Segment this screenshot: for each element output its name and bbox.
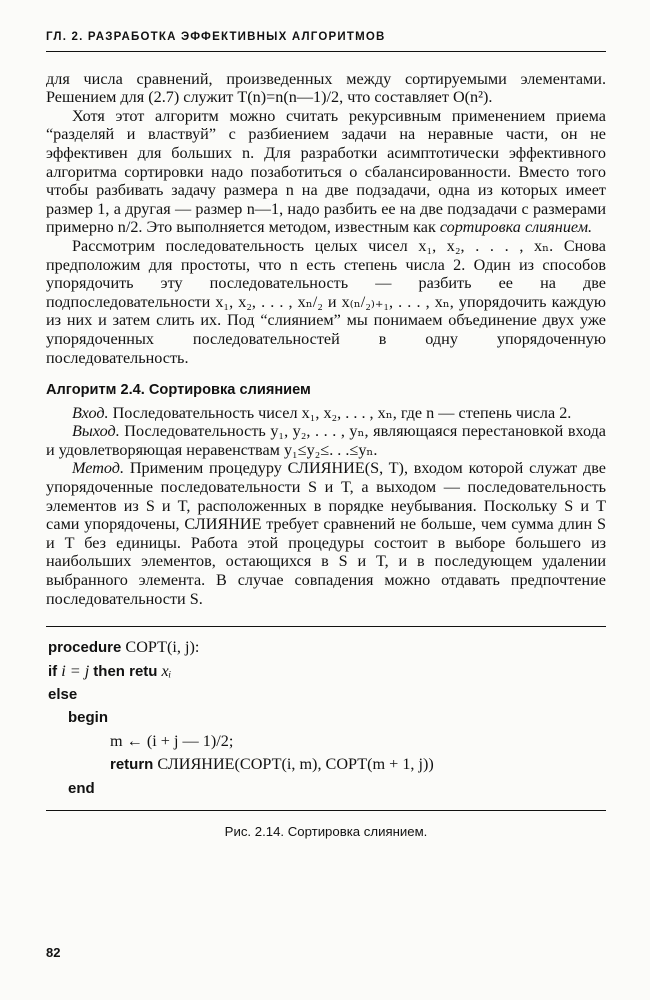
- keyword-return-truncated: retu: [124, 662, 158, 680]
- keyword-if: if: [48, 662, 58, 680]
- code-line-5: m ← (i + j — 1)/2;: [110, 731, 234, 750]
- algorithm-output: [46, 422, 606, 459]
- code-listing: [46, 626, 606, 811]
- keyword-procedure: procedure: [48, 639, 122, 657]
- paragraph-balancing-text: Хотя этот алгоритм можно считать рекурсивным применением приема “разделяй и властвуй” с разбиением задачи на неравные части, он не эффективен для больших n. Для разработки асимптотически эффективного алгоритма сортировки надо позаботиться о сбалансированности. Вместо того чтобы разбивать задачу размера n на две подзадачи, одна из которых имеет размер 1, а другая — размер n—1, надо разбить ее на две подзадачи с размерами примерно n/2. Это выполняется методом, известным как: [46, 106, 606, 237]
- code-line-4: [48, 706, 606, 729]
- paragraph-balancing: [46, 107, 606, 237]
- code-line-7: [48, 777, 606, 800]
- algorithm-input: [46, 404, 606, 423]
- keyword-else: else: [48, 686, 78, 704]
- merge-sort-term: сортировка слиянием.: [439, 218, 593, 237]
- code-line-6: [48, 753, 606, 776]
- code-line-6-text: СЛИЯНИЕ(СОРТ(i, m), СОРТ(m + 1, j)): [153, 755, 434, 774]
- input-text: Последовательность чисел x₁, x₂, . . . , xₙ, где n — степень числа 2.: [108, 403, 572, 422]
- output-label: Выход.: [72, 422, 120, 441]
- page-number: 82: [46, 945, 61, 960]
- code-line-1: [48, 636, 606, 659]
- output-text: Последовательность y₁, y₂, . . . , yₙ, являющаяся перестановкой входа и удовлетворяющая неравенствам y₁≤y₂≤. . .≤yₙ.: [46, 422, 606, 459]
- paragraph-recurrence: для числа сравнений, произведенных между сортируемыми элементами. Решением для (2.7) служит T(n)=n(n—1)/2, что составляет O(n²).: [46, 69, 606, 107]
- input-label: Вход.: [72, 403, 109, 422]
- keyword-return: return: [110, 756, 154, 774]
- method-label: Метод.: [72, 459, 125, 478]
- paragraph-sequence: Рассмотрим последовательность целых чисел x₁, x₂, . . . , xₙ. Снова предположим для простоты, что n есть степень числа 2. Один из способов упорядочить эту последовательность — разбить ее на две подпоследовательности x₁, x₂, . . . , xₙ/₂ и x₍ₙ/₂₎₊₁, . . . , xₙ, упорядочить каждую из них и затем слить их. Под “слиянием” мы понимаем объединение двух уже упорядоченных последовательностей в одну упорядоченную последовательность.: [46, 236, 606, 367]
- keyword-end: end: [68, 779, 95, 797]
- keyword-begin: begin: [68, 709, 108, 727]
- book-page: [46, 28, 606, 842]
- keyword-then: then: [93, 662, 125, 680]
- running-head: ГЛ. 2. РАЗРАБОТКА ЭФФЕКТИВНЫХ АЛГОРИТМОВ: [46, 28, 606, 52]
- algorithm-method: [46, 459, 606, 608]
- code-line-3: [48, 683, 606, 706]
- code-line-1-text: СОРТ(i, j):: [121, 638, 200, 657]
- figure-caption: Рис. 2.14. Сортировка слиянием.: [224, 824, 428, 840]
- code-line-2: [48, 660, 606, 683]
- method-text: Применим процедуру СЛИЯНИЕ(S, T), входом которой служат две упорядоченные последовательности S и T, а выходом — последовательность элементов из S и T, расположенных в порядке неубывания. Поскольку S и T сами упорядочены, СЛИЯНИЕ требует сравнений не больше, чем сумма длин S и T без единицы. Работа этой процедуры состоит в выборе большего из наибольших элементов, остающихся в S и T, и в последующем удалении выбранного элемента. В случае совпадения можно отдавать предпочтение последовательности S.: [46, 459, 606, 608]
- code-line-2-value: xᵢ: [157, 661, 172, 680]
- algorithm-title: Алгоритм 2.4. Сортировка слиянием: [46, 382, 311, 399]
- code-line-2-condition: i = j: [57, 661, 94, 680]
